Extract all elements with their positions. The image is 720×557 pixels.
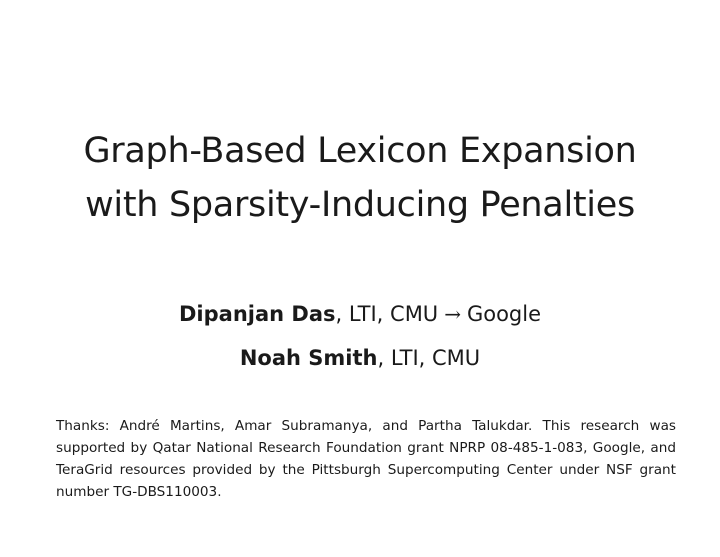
- right-arrow-icon: →: [444, 302, 461, 326]
- author-name-das: Dipanjan Das: [178, 302, 336, 326]
- title-line-2: with Sparsity-Inducing Penalties: [85, 185, 635, 225]
- author-list: [0, 292, 720, 380]
- slide-title: [0, 124, 720, 232]
- author-affiliation-das: , LTI, CMU: [335, 302, 439, 326]
- author-affiliation-smith: , LTI, CMU: [377, 346, 481, 370]
- author-new-affiliation-das: Google: [466, 302, 542, 326]
- author-line-2: [0, 336, 720, 380]
- title-line-1: Graph-Based Lexicon Expansion: [83, 131, 637, 171]
- author-name-smith: Noah Smith: [239, 346, 378, 370]
- author-line-1: [0, 292, 720, 336]
- acknowledgements: Thanks: André Martins, Amar Subramanya, and Partha Talukdar. This research was supported by Qatar National Research Foundation grant NPRP 08-485-1-083, Google, and TeraGrid resources provided by the Pittsburgh Supercomputing Center under NSF grant number TG-DBS110003.: [56, 418, 676, 500]
